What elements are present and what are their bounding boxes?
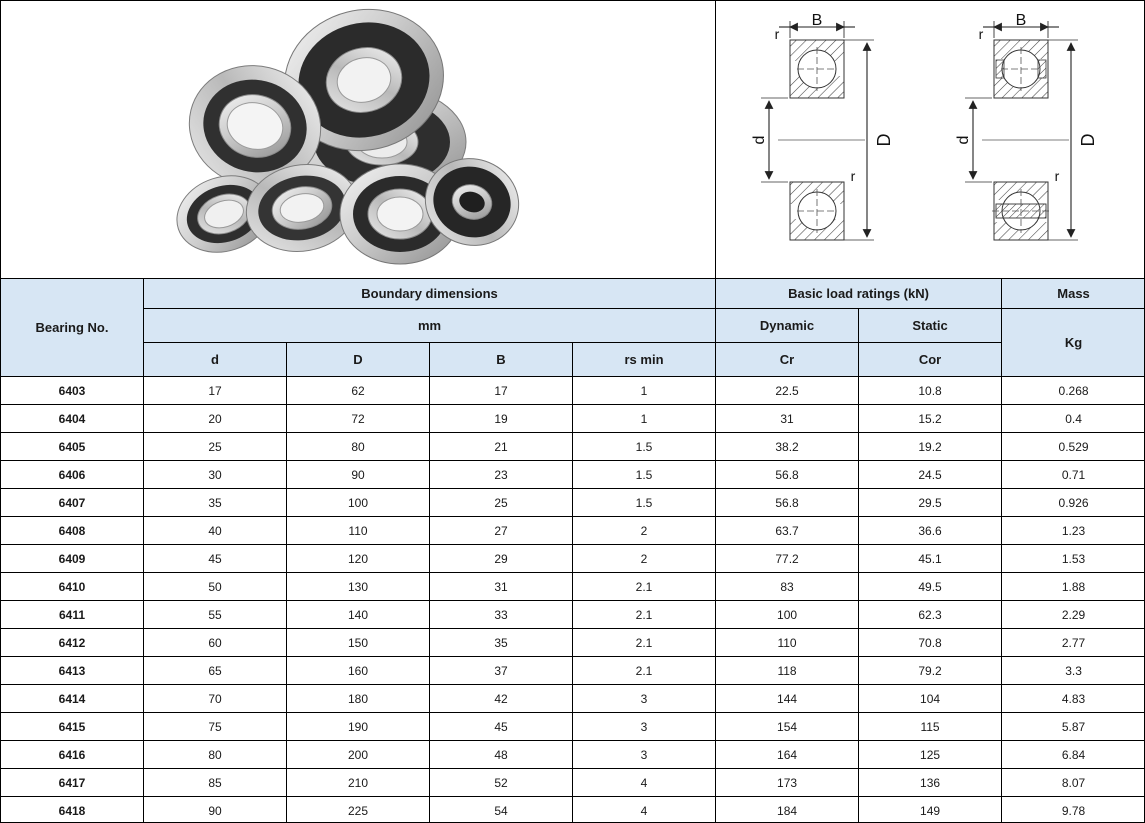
value-cell: 45.1 (859, 545, 1002, 573)
value-cell: 4 (573, 769, 716, 797)
table-row (1, 713, 1145, 741)
header-static: Static (859, 309, 1002, 343)
value-cell: 62.3 (859, 601, 1002, 629)
table-row (1, 545, 1145, 573)
value-cell: 56.8 (716, 489, 859, 517)
value-cell: 27 (430, 517, 573, 545)
value-cell: 17 (144, 377, 287, 405)
header-col-cr: Cr (716, 343, 859, 377)
table-row (1, 405, 1145, 433)
header-bearing-no: Bearing No. (1, 279, 144, 377)
header-col-rs-min: rs min (573, 343, 716, 377)
value-cell: 200 (287, 741, 430, 769)
table-row (1, 797, 1145, 823)
value-cell: 38.2 (716, 433, 859, 461)
value-cell: 1.5 (573, 433, 716, 461)
bearing-no-cell: 6413 (1, 657, 144, 685)
value-cell: 79.2 (859, 657, 1002, 685)
value-cell: 2.1 (573, 601, 716, 629)
bearing-no-cell: 6414 (1, 685, 144, 713)
dim-label-D: D (1078, 133, 1098, 146)
header-col-B: B (430, 343, 573, 377)
value-cell: 0.529 (1002, 433, 1145, 461)
value-cell: 154 (716, 713, 859, 741)
value-cell: 0.71 (1002, 461, 1145, 489)
value-cell: 9.78 (1002, 797, 1145, 823)
value-cell: 149 (859, 797, 1002, 823)
value-cell: 160 (287, 657, 430, 685)
value-cell: 36.6 (859, 517, 1002, 545)
value-cell: 62 (287, 377, 430, 405)
spec-table (0, 278, 1145, 823)
value-cell: 54 (430, 797, 573, 823)
dim-label-r-bottom: r (1054, 167, 1060, 184)
table-row (1, 657, 1145, 685)
bearing-no-cell: 6411 (1, 601, 144, 629)
value-cell: 1 (573, 405, 716, 433)
value-cell: 80 (144, 741, 287, 769)
bearing-no-cell: 6404 (1, 405, 144, 433)
bearing-no-cell: 6410 (1, 573, 144, 601)
value-cell: 33 (430, 601, 573, 629)
bearing-no-cell: 6412 (1, 629, 144, 657)
value-cell: 50 (144, 573, 287, 601)
header-col-D: D (287, 343, 430, 377)
value-cell: 63.7 (716, 517, 859, 545)
bearing-no-cell: 6418 (1, 797, 144, 823)
value-cell: 0.926 (1002, 489, 1145, 517)
value-cell: 24.5 (859, 461, 1002, 489)
value-cell: 164 (716, 741, 859, 769)
value-cell: 0.4 (1002, 405, 1145, 433)
bearing-diagrams (716, 1, 1144, 278)
value-cell: 19 (430, 405, 573, 433)
table-row (1, 601, 1145, 629)
value-cell: 72 (287, 405, 430, 433)
value-cell: 4.83 (1002, 685, 1145, 713)
table-row (1, 685, 1145, 713)
value-cell: 31 (430, 573, 573, 601)
value-cell: 3 (573, 741, 716, 769)
value-cell: 136 (859, 769, 1002, 797)
value-cell: 3.3 (1002, 657, 1145, 685)
table-row (1, 461, 1145, 489)
value-cell: 1.53 (1002, 545, 1145, 573)
value-cell: 125 (859, 741, 1002, 769)
spec-table-header (1, 279, 1145, 377)
value-cell: 100 (716, 601, 859, 629)
value-cell: 48 (430, 741, 573, 769)
value-cell: 80 (287, 433, 430, 461)
dim-label-D: D (874, 133, 894, 146)
value-cell: 180 (287, 685, 430, 713)
value-cell: 1.23 (1002, 517, 1145, 545)
value-cell: 45 (144, 545, 287, 573)
value-cell: 2.29 (1002, 601, 1145, 629)
value-cell: 45 (430, 713, 573, 741)
value-cell: 1.88 (1002, 573, 1145, 601)
bearing-diagram-open (733, 14, 923, 266)
bearing-no-cell: 6407 (1, 489, 144, 517)
value-cell: 225 (287, 797, 430, 823)
header-unit-mm: mm (144, 309, 716, 343)
dim-label-r-top: r (978, 25, 984, 42)
table-row (1, 741, 1145, 769)
value-cell: 130 (287, 573, 430, 601)
value-cell: 21 (430, 433, 573, 461)
value-cell: 23 (430, 461, 573, 489)
value-cell: 35 (144, 489, 287, 517)
value-cell: 15.2 (859, 405, 1002, 433)
bearing-no-cell: 6408 (1, 517, 144, 545)
header-basic-load-ratings: Basic load ratings (kN) (716, 279, 1002, 309)
value-cell: 1 (573, 377, 716, 405)
value-cell: 55 (144, 601, 287, 629)
value-cell: 70.8 (859, 629, 1002, 657)
value-cell: 75 (144, 713, 287, 741)
value-cell: 30 (144, 461, 287, 489)
value-cell: 35 (430, 629, 573, 657)
value-cell: 104 (859, 685, 1002, 713)
dim-label-r-bottom: r (850, 167, 856, 184)
value-cell: 8.07 (1002, 769, 1145, 797)
bearings-photo-image (2, 2, 715, 277)
bearing-diagram-sealed (937, 14, 1127, 266)
table-row (1, 573, 1145, 601)
value-cell: 4 (573, 797, 716, 823)
value-cell: 115 (859, 713, 1002, 741)
value-cell: 120 (287, 545, 430, 573)
value-cell: 29 (430, 545, 573, 573)
bearing-no-cell: 6416 (1, 741, 144, 769)
value-cell: 77.2 (716, 545, 859, 573)
value-cell: 56.8 (716, 461, 859, 489)
header-dynamic: Dynamic (716, 309, 859, 343)
value-cell: 31 (716, 405, 859, 433)
table-row (1, 489, 1145, 517)
value-cell: 22.5 (716, 377, 859, 405)
value-cell: 25 (430, 489, 573, 517)
header-boundary-dimensions: Boundary dimensions (144, 279, 716, 309)
value-cell: 184 (716, 797, 859, 823)
value-cell: 85 (144, 769, 287, 797)
value-cell: 90 (287, 461, 430, 489)
value-cell: 49.5 (859, 573, 1002, 601)
value-cell: 6.84 (1002, 741, 1145, 769)
dim-label-B: B (811, 13, 823, 29)
dim-label-d: d (955, 135, 972, 144)
value-cell: 60 (144, 629, 287, 657)
value-cell: 1.5 (573, 461, 716, 489)
header-col-d: d (144, 343, 287, 377)
value-cell: 150 (287, 629, 430, 657)
bearing-no-cell: 6415 (1, 713, 144, 741)
value-cell: 2.1 (573, 573, 716, 601)
value-cell: 100 (287, 489, 430, 517)
value-cell: 3 (573, 713, 716, 741)
value-cell: 10.8 (859, 377, 1002, 405)
bearings-photo (1, 1, 716, 278)
top-section (1, 1, 1144, 278)
value-cell: 65 (144, 657, 287, 685)
dim-label-r-top: r (774, 25, 780, 42)
value-cell: 2 (573, 517, 716, 545)
value-cell: 5.87 (1002, 713, 1145, 741)
value-cell: 29.5 (859, 489, 1002, 517)
value-cell: 140 (287, 601, 430, 629)
header-mass: Mass (1002, 279, 1145, 309)
value-cell: 37 (430, 657, 573, 685)
bearing-no-cell: 6405 (1, 433, 144, 461)
value-cell: 83 (716, 573, 859, 601)
value-cell: 118 (716, 657, 859, 685)
value-cell: 190 (287, 713, 430, 741)
dim-label-d: d (751, 135, 768, 144)
table-row (1, 377, 1145, 405)
header-kg: Kg (1002, 309, 1145, 377)
value-cell: 52 (430, 769, 573, 797)
header-col-cor: Cor (859, 343, 1002, 377)
spec-table-body (1, 377, 1145, 823)
value-cell: 42 (430, 685, 573, 713)
bearing-no-cell: 6409 (1, 545, 144, 573)
value-cell: 2.1 (573, 629, 716, 657)
value-cell: 3 (573, 685, 716, 713)
value-cell: 210 (287, 769, 430, 797)
value-cell: 90 (144, 797, 287, 823)
value-cell: 144 (716, 685, 859, 713)
value-cell: 25 (144, 433, 287, 461)
bearing-no-cell: 6417 (1, 769, 144, 797)
value-cell: 110 (716, 629, 859, 657)
value-cell: 19.2 (859, 433, 1002, 461)
value-cell: 1.5 (573, 489, 716, 517)
table-row (1, 433, 1145, 461)
table-row (1, 769, 1145, 797)
bearing-no-cell: 6403 (1, 377, 144, 405)
value-cell: 70 (144, 685, 287, 713)
value-cell: 173 (716, 769, 859, 797)
value-cell: 17 (430, 377, 573, 405)
value-cell: 2.1 (573, 657, 716, 685)
value-cell: 110 (287, 517, 430, 545)
value-cell: 2.77 (1002, 629, 1145, 657)
table-row (1, 517, 1145, 545)
value-cell: 40 (144, 517, 287, 545)
value-cell: 20 (144, 405, 287, 433)
bearing-no-cell: 6406 (1, 461, 144, 489)
dim-label-B: B (1015, 13, 1027, 29)
value-cell: 0.268 (1002, 377, 1145, 405)
value-cell: 2 (573, 545, 716, 573)
table-row (1, 629, 1145, 657)
